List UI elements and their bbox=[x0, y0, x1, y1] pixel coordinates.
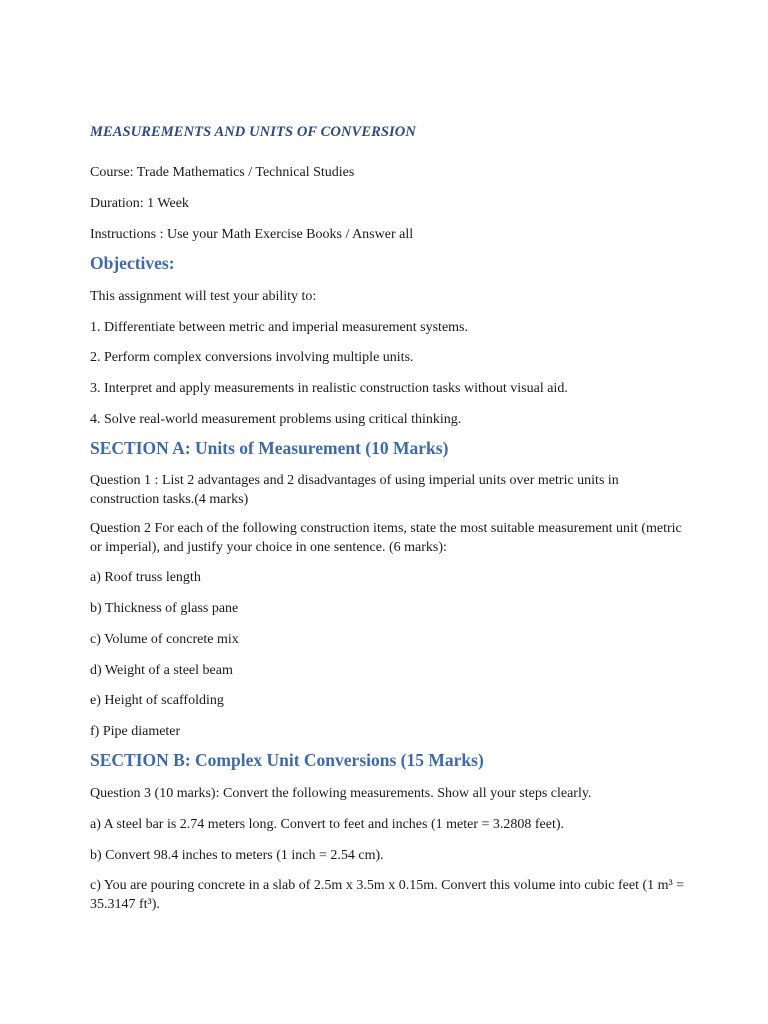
question-2: Question 2 For each of the following construction items, state the most suitable measurement unit (metric or imperial), and justify your choice in one sentence. (6 marks): bbox=[90, 521, 682, 555]
section-b-heading: SECTION B: Complex Unit Conversions (15 Marks) bbox=[90, 750, 484, 770]
instructions-line: Instructions : Use your Math Exercise Books / Answer all bbox=[90, 227, 414, 242]
question-2-item: a) Roof truss length bbox=[90, 570, 201, 585]
objective-item: 4. Solve real-world measurement problems using critical thinking. bbox=[90, 412, 462, 427]
section-a-heading: SECTION A: Units of Measurement (10 Marks) bbox=[90, 438, 449, 458]
question-3: Question 3 (10 marks): Convert the following measurements. Show all your steps clearly. bbox=[90, 786, 592, 801]
objective-item: 3. Interpret and apply measurements in realistic construction tasks without visual aid. bbox=[90, 381, 568, 396]
question-3-item: b) Convert 98.4 inches to meters (1 inch = 2.54 cm). bbox=[90, 848, 384, 863]
question-2-item: d) Weight of a steel beam bbox=[90, 663, 233, 678]
question-2-item: e) Height of scaffolding bbox=[90, 693, 224, 708]
question-2-item: b) Thickness of glass pane bbox=[90, 601, 239, 616]
objective-item: 1. Differentiate between metric and imperial measurement systems. bbox=[90, 320, 468, 335]
course-line: Course: Trade Mathematics / Technical Studies bbox=[90, 165, 355, 180]
objectives-intro: This assignment will test your ability to: bbox=[90, 289, 317, 304]
objectives-heading: Objectives: bbox=[90, 253, 175, 273]
question-2-item: f) Pipe diameter bbox=[90, 724, 181, 739]
objective-item: 2. Perform complex conversions involving multiple units. bbox=[90, 350, 414, 365]
duration-line: Duration: 1 Week bbox=[90, 196, 189, 211]
question-3-item: a) A steel bar is 2.74 meters long. Convert to feet and inches (1 meter = 3.2808 feet). bbox=[90, 817, 565, 832]
question-3-item: c) You are pouring concrete in a slab of 2.5m x 3.5m x 0.15m. Convert this volume into cubic feet (1 m³ = 35.3147 ft³). bbox=[90, 878, 685, 912]
question-2-item: c) Volume of concrete mix bbox=[90, 632, 239, 647]
document-title: MEASUREMENTS AND UNITS OF CONVERSION bbox=[90, 124, 416, 140]
question-1: Question 1 : List 2 advantages and 2 disadvantages of using imperial units over metric units in construction tasks.(4 marks) bbox=[90, 473, 619, 507]
